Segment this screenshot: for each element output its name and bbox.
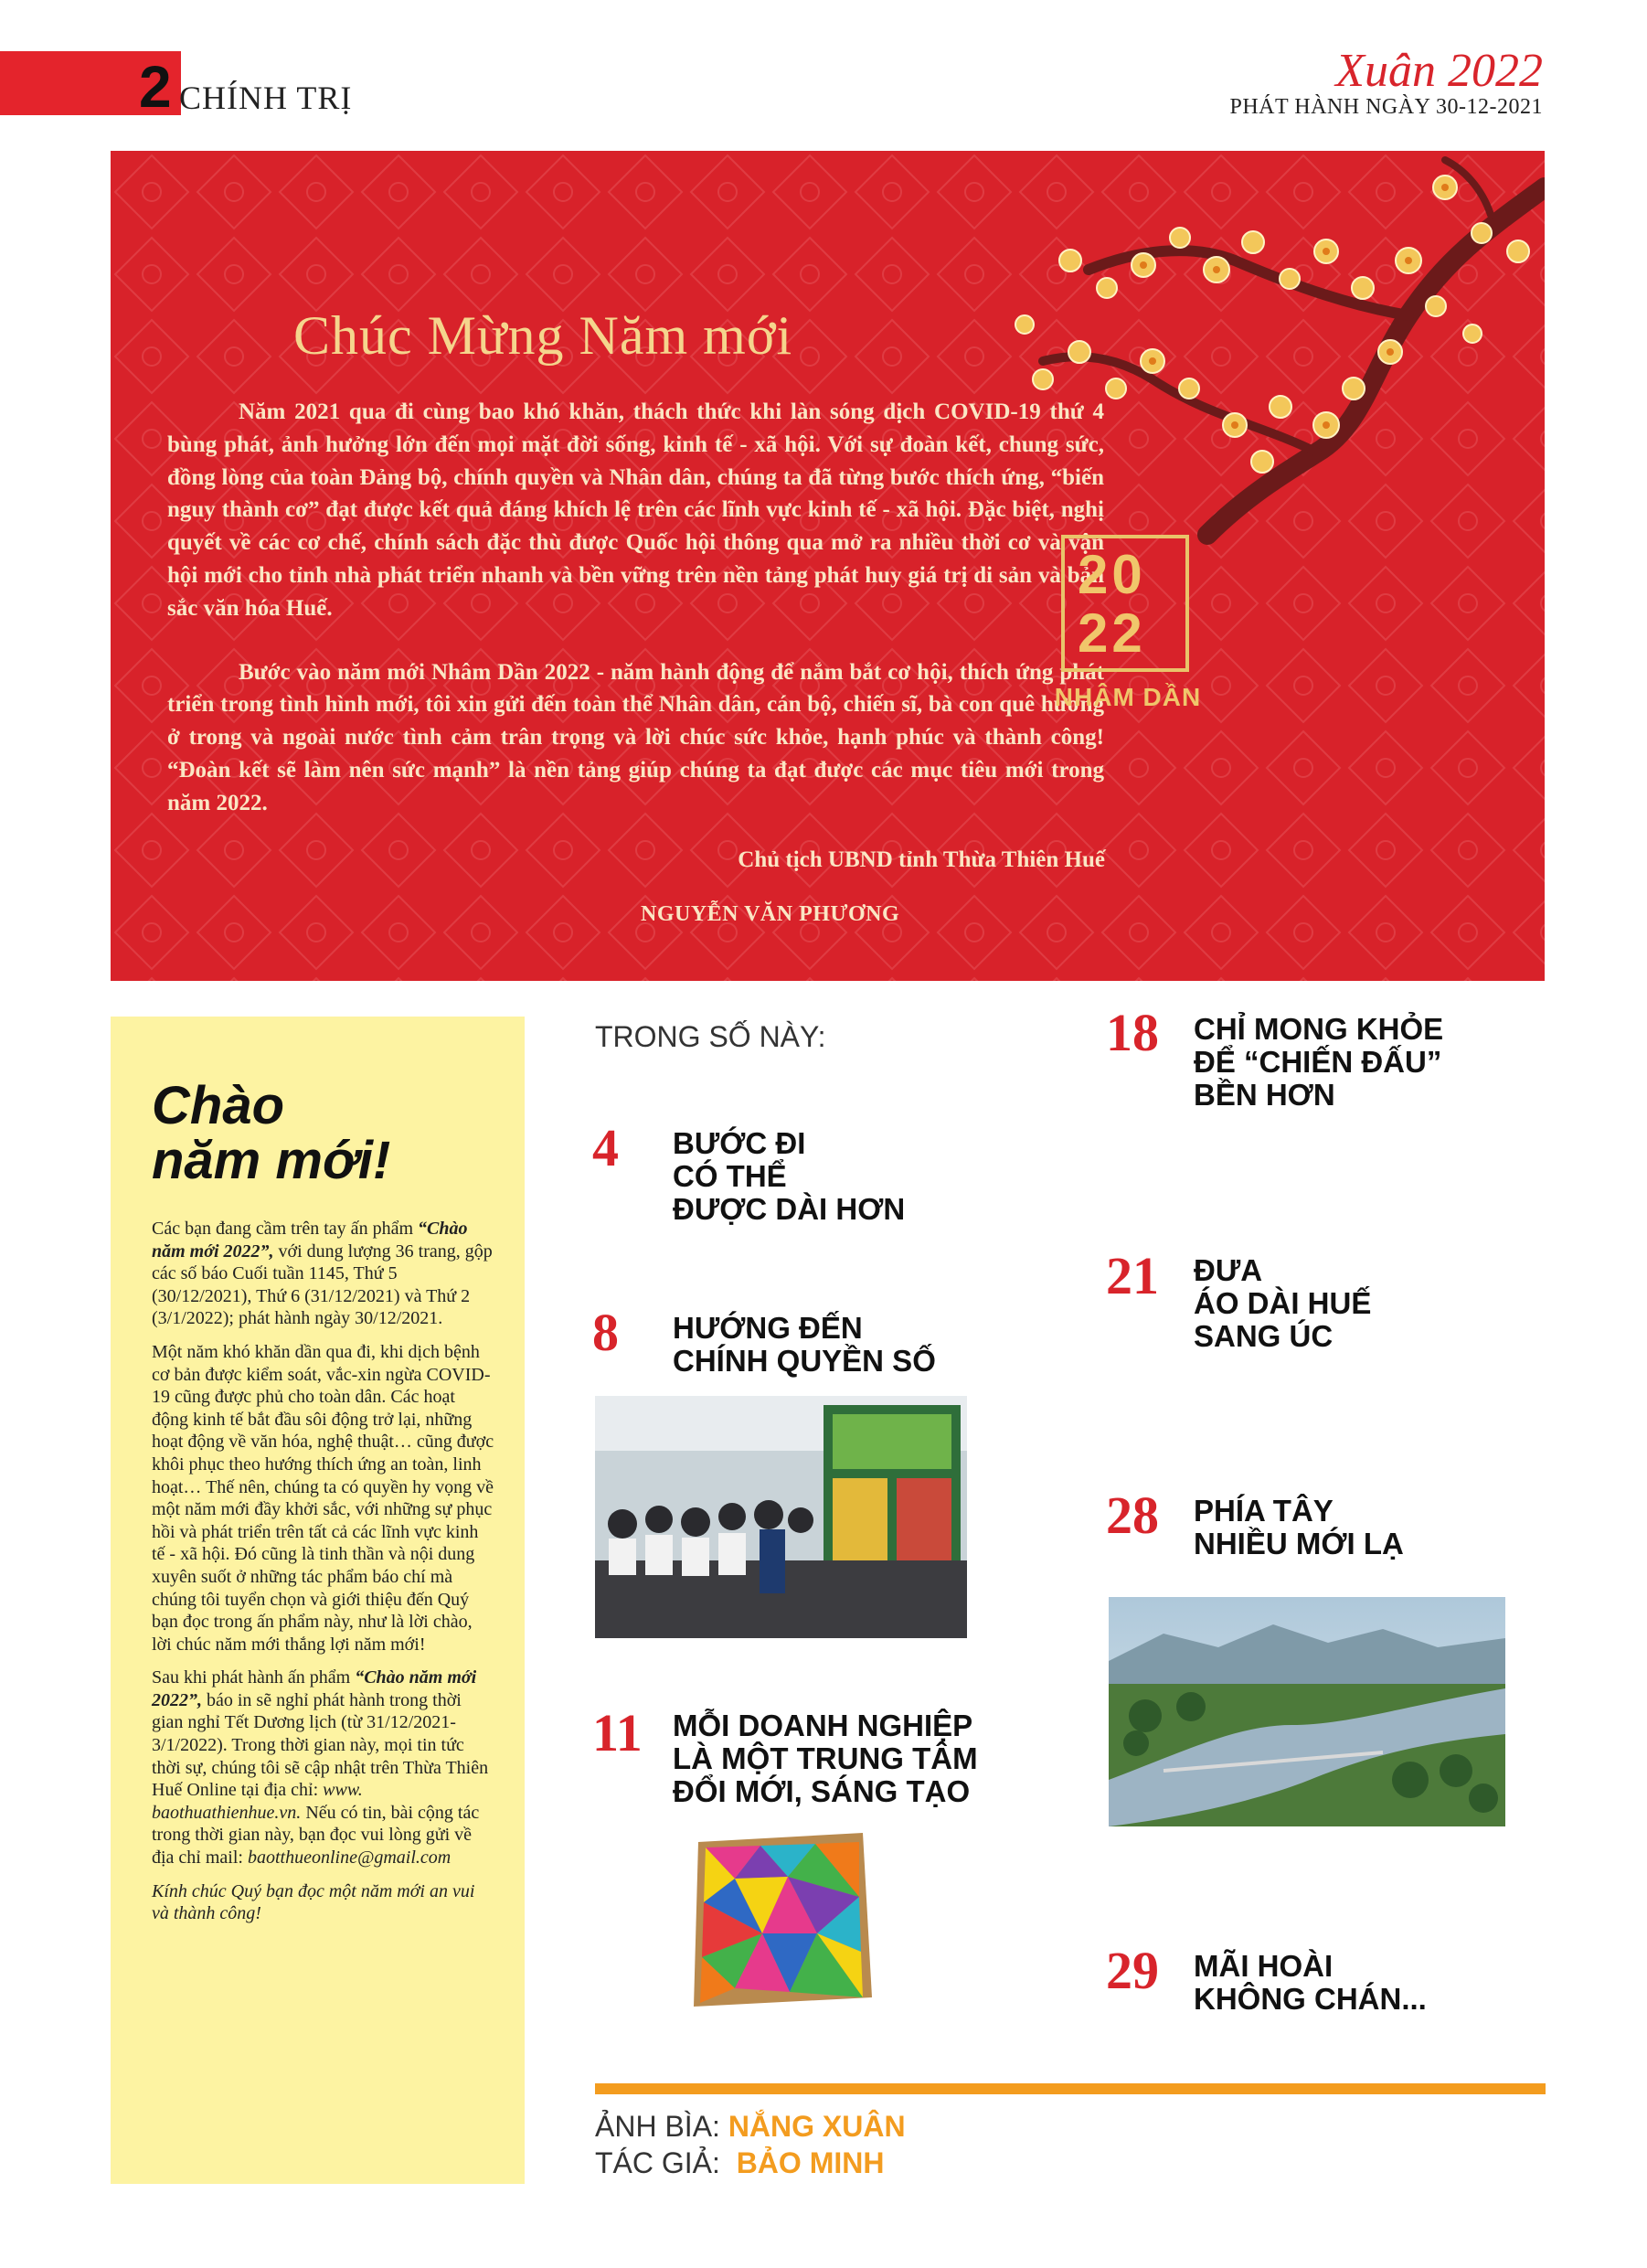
sidebar-title-line: năm mới! [152, 1131, 391, 1190]
section-title: CHÍNH TRỊ [179, 80, 353, 116]
toc-page-number: 29 [1106, 1941, 1159, 2000]
issue-brand: Xuân 2022 [1335, 45, 1543, 97]
toc-page-number: 18 [1106, 1003, 1159, 1062]
greeting-body [167, 396, 1104, 851]
toc-item-title[interactable]: MỖI DOANH NGHIỆP LÀ MỘT TRUNG TÂM ĐỔI MỚI, SÁNG TẠO [673, 1709, 978, 1808]
logo-digits-top: 20 [1078, 544, 1146, 605]
photo-river-landscape [1109, 1597, 1505, 1826]
cover-credit [595, 2110, 906, 2144]
sidebar-paragraph: Một năm khó khăn dần qua đi, khi dịch bệnh cơ bản được kiểm soát, vắc-xin ngừa COVID-19 cũng được phủ cho toàn dân. Các hoạt động kinh tế bắt đầu sôi động trở lại, những hoạt động về văn hóa, nghệ thuật… cũng được khôi phục theo hướng thích ứng an toàn, linh hoạt… Thế nên, chúng ta có quyền hy vọng về một năm mới đầy khởi sắc, với những sự phục hồi và phát triển trên tất cả các lĩnh vực kinh tế - xã hội. Đó cũng là tinh thần và nội dung xuyên suốt ở những tác phẩm báo chí mà chúng tôi tuyển chọn và giới thiệu đến Quý bạn đọc trong ấn phẩm này, như là lời chào, lời chúc năm mới thắng lợi năm mới! [152, 1341, 494, 1655]
logo-digits-bottom: 22 [1078, 602, 1146, 664]
sidebar-title [152, 1076, 391, 1190]
greeting-paragraph: Bước vào năm mới Nhâm Dần 2022 - năm hành động để nắm bắt cơ hội, thích ứng phát triển trong tình hình mới, tôi xin gửi đến toàn thể Nhân dân, cán bộ, chiến sĩ, bà con quê hương ở trong và ngoài nước tình cảm trân trọng và lời chúc sức khỏe, hạnh phúc và thành công! “Đoàn kết sẽ làm nên sức mạnh” là nền tảng giúp chúng ta đạt được các mục tiêu mới trong năm 2022. [167, 659, 1104, 815]
author-credit [595, 2146, 884, 2180]
toc-item-title[interactable]: MÃI HOÀI KHÔNG CHÁN... [1194, 1949, 1427, 2016]
sidebar-text [152, 1218, 494, 1936]
greeting-paragraph: Năm 2021 qua đi cùng bao khó khăn, thách thức khi làn sóng dịch COVID-19 thứ 4 bùng phát, ảnh hưởng lớn đến mọi mặt đời sống, kinh tế - xã hội. Với sự đoàn kết, chung sức, đồng lòng của toàn Đảng bộ, chính quyền và Nhân dân, chúng ta đã từng bước thích ứng, “biến nguy thành cơ” đạt được kết quả đáng khích lệ trên các lĩnh vực kinh tế - xã hội. Đặc biệt, nghị quyết về các cơ chế, chính sách đặc thù được Quốc hội thông qua mở ra nhiều thời cơ và vận hội mới cho tỉnh nhà phát triển nhanh và bền vững trên nền tảng phát huy giá trị di sản và bản sắc văn hóa Huế. [167, 399, 1104, 621]
cover-credit-label: ẢNH BÌA: [595, 2110, 720, 2143]
toc-item-title[interactable]: HƯỚNG ĐẾN CHÍNH QUYỀN SỐ [673, 1311, 936, 1378]
signature-name: NGUYỄN VĂN PHƯƠNG [641, 902, 900, 926]
page-number: 2 [139, 54, 172, 120]
release-date: PHÁT HÀNH NGÀY 30-12-2021 [1229, 95, 1543, 119]
cover-credit-value: NẮNG XUÂN [728, 2110, 906, 2143]
author-credit-value: BẢO MINH [736, 2146, 885, 2179]
toc-item-title[interactable]: BƯỚC ĐI CÓ THỂ ĐƯỢC DÀI HƠN [673, 1126, 906, 1226]
sidebar-paragraph: Các bạn đang cầm trên tay ấn phẩm “Chào năm mới 2022”, với dung lượng 36 trang, gộp các số báo Cuối tuần 1145, Thứ 5 (30/12/2021), Thứ 6 (31/12/2021) và Thứ 2 (3/1/2022); phát hành ngày 30/12/2021. [152, 1219, 493, 1329]
toc-page-number: 11 [592, 1703, 643, 1762]
greeting-title: Chúc Mừng Năm mới [293, 305, 793, 366]
sidebar-closing: Kính chúc Quý bạn đọc một năm mới an vui và thành công! [152, 1880, 475, 1924]
greeting-box [111, 151, 1545, 981]
sidebar-title-line: Chào [152, 1076, 284, 1135]
author-credit-label: TÁC GIẢ: [595, 2146, 720, 2179]
accent-divider [595, 2083, 1546, 2094]
toc-page-number: 21 [1106, 1246, 1159, 1305]
toc-item-title[interactable]: PHÍA TÂY NHIỀU MỚI LẠ [1194, 1494, 1404, 1560]
signature-role: Chủ tịch UBND tỉnh Thừa Thiên Huế [738, 847, 1105, 872]
sidebar-paragraph: Sau khi phát hành ấn phẩm “Chào năm mới 2022”, báo in sẽ nghỉ phát hành trong thời gian nghỉ Tết Dương lịch (từ 31/12/2021-3/1/2022). Trong thời gian này, mọi tin tức thời sự, chúng tôi sẽ cập nhật trên Thừa Thiên Huế Online tại địa chỉ: www. baothuathienhue.vn. Nếu có tin, bài cộng tác trong thời gian này, bạn đọc vui lòng gửi về địa chỉ mail: baotthueonline@gmail.com [152, 1667, 489, 1869]
toc-page-number: 8 [592, 1303, 619, 1362]
toc-item-title[interactable]: CHỈ MONG KHỎE ĐỂ “CHIẾN ĐẤU” BỀN HƠN [1194, 1012, 1444, 1112]
photo-digital-government [595, 1396, 967, 1638]
toc-item-title[interactable]: ĐƯA ÁO DÀI HUẾ SANG ÚC [1194, 1253, 1372, 1353]
logo-subtitle: NHÂM DẦN [1054, 683, 1202, 711]
toc-heading: TRONG SỐ NÀY: [595, 1020, 826, 1053]
email-link[interactable]: baotthueonline@gmail.com [247, 1847, 452, 1869]
sidebar-note [111, 1017, 525, 2184]
toc-page-number: 4 [592, 1118, 619, 1177]
photo-color-puzzle [680, 1824, 879, 2016]
year-2022-logo [1061, 535, 1189, 672]
toc-page-number: 28 [1106, 1485, 1159, 1545]
website-link[interactable]: www. baothuathienhue.vn. [152, 1780, 363, 1823]
